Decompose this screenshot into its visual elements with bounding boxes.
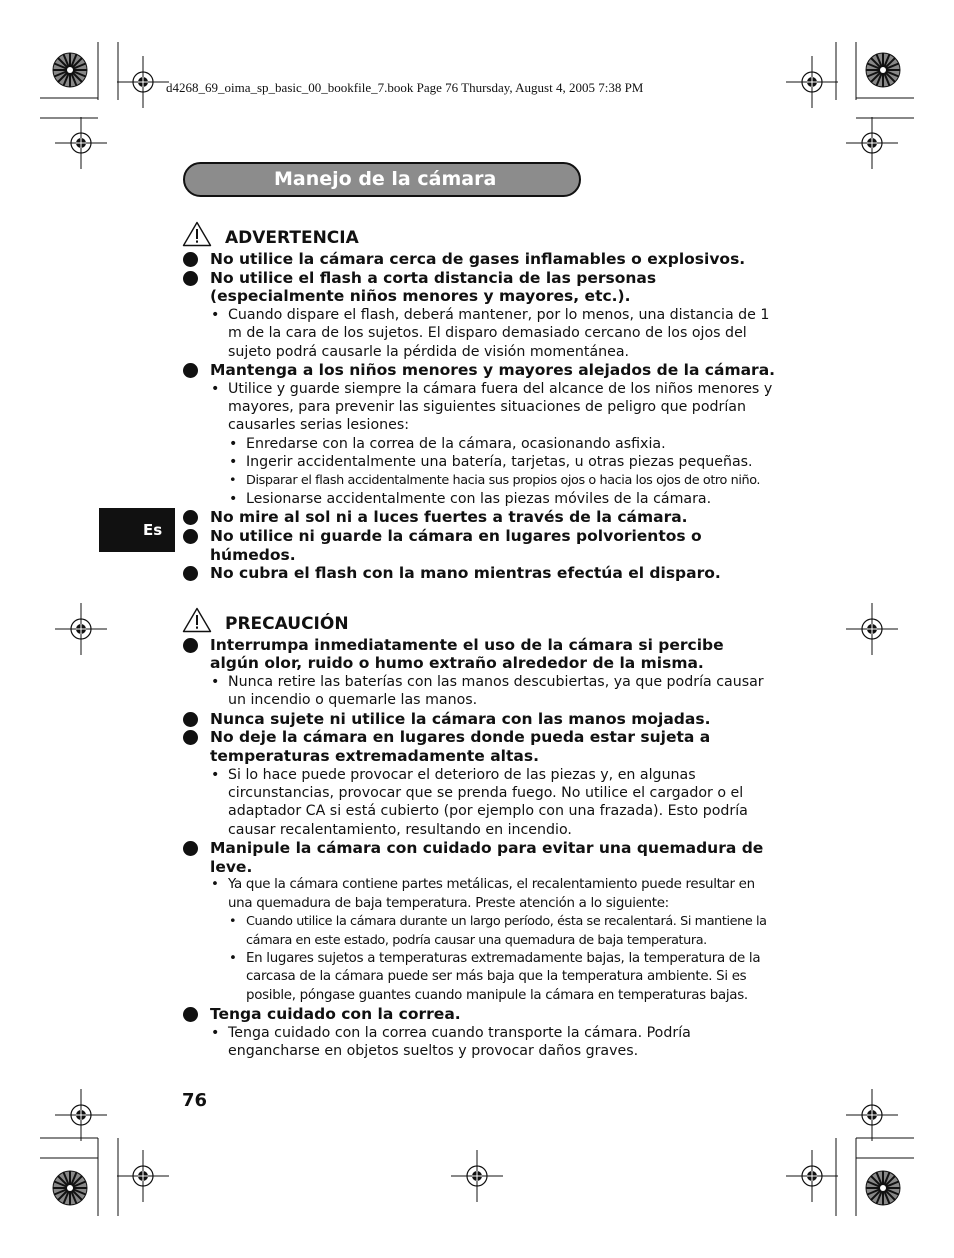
list-item: No cubra el flash con la mano mientras efectúa el disparo. bbox=[181, 564, 777, 583]
bullet-dot-icon bbox=[183, 271, 198, 286]
bullet-dot-icon bbox=[183, 363, 198, 378]
warning-triangle-icon bbox=[182, 221, 212, 247]
bullet-dot-icon bbox=[183, 638, 198, 653]
list-item: Tenga cuidado con la correa. bbox=[181, 1005, 777, 1024]
bullet-dot-icon bbox=[183, 1007, 198, 1022]
list-item: Mantenga a los niños menores y mayores alejados de la cámara. bbox=[181, 361, 777, 380]
bullet-dot-icon bbox=[183, 841, 198, 856]
bullet-dot-icon bbox=[183, 529, 198, 544]
print-header: d4268_69_oima_sp_basic_00_bookfile_7.book Page 76 Thursday, August 4, 2005 7:38 PM bbox=[166, 80, 644, 95]
list-item: No utilice la cámara cerca de gases inflamables o explosivos. bbox=[181, 250, 777, 269]
safety-content bbox=[181, 222, 777, 1061]
language-tab bbox=[99, 508, 175, 552]
bullet-dot-icon bbox=[183, 730, 198, 745]
sub-bullet-item: • Enredarse con la correa de la cámara, ocasionando asfixia. bbox=[229, 435, 666, 452]
sub-bullet-item: • Ingerir accidentalmente una batería, tarjetas, u otras piezas pequeñas. bbox=[229, 454, 753, 471]
bullet-item: • Si lo hace puede provocar el deterioro de las piezas y, en algunas circunstancias, provocar que se prenda fuego. No utilice el cargador o el adaptador CA si está cubierto (por ejemplo con una frazada). Esto podría causar recalentamiento, resultando en incendio. bbox=[211, 766, 748, 838]
list-item: Interrumpa inmediatamente el uso de la cámara si percibe algún olor, ruido o humo extraño alrededor de la misma. bbox=[181, 636, 777, 673]
list-item: No utilice ni guarde la cámara en lugares polvorientos o húmedos. bbox=[181, 527, 777, 564]
language-label: Es bbox=[143, 521, 163, 539]
bullet-item: • Ya que la cámara contiene partes metálicas, el recalentamiento puede resultar en una quemadura de baja temperatura. Preste atención a lo siguiente: bbox=[211, 877, 755, 911]
warning-heading bbox=[181, 224, 777, 250]
sub-bullet-item: • Disparar el flash accidentalmente hacia sus propios ojos o hacia los ojos de otro niño. bbox=[229, 472, 761, 488]
bullet-item: • Nunca retire las baterías con las manos descubiertas, ya que podría causar un incendio o quemarle las manos. bbox=[211, 674, 764, 709]
sub-bullet-item: • Lesionarse accidentalmente con las piezas móviles de la cámara. bbox=[229, 491, 712, 508]
page-title: Manejo de la cámara bbox=[274, 168, 497, 190]
sub-bullet-item: • Cuando utilice la cámara durante un largo período, ésta se recalentará. Si mantiene la cámara en este estado, podría causar una quemadura de baja temperatura. bbox=[229, 914, 767, 948]
page-number: 76 bbox=[182, 1090, 208, 1111]
list-item: No deje la cámara en lugares donde pueda estar sujeta a temperaturas extremadamente altas. bbox=[181, 728, 777, 765]
bullet-dot-icon bbox=[183, 252, 198, 267]
bullet-dot-icon bbox=[183, 566, 198, 581]
list-item: Nunca sujete ni utilice la cámara con las manos mojadas. bbox=[181, 710, 777, 729]
bullet-dot-icon bbox=[183, 510, 198, 525]
section-title-bar bbox=[183, 162, 581, 197]
sub-bullet-item: • En lugares sujetos a temperaturas extremadamente bajas, la temperatura de la carcasa de la cámara puede ser más baja que la temperatura ambiente. Si es posible, póngase guantes cuando manipule la cámara en temperaturas bajas. bbox=[229, 951, 761, 1003]
list-item: No mire al sol ni a luces fuertes a través de la cámara. bbox=[181, 508, 777, 527]
caution-heading bbox=[181, 610, 777, 636]
bullet-item: • Utilice y guarde siempre la cámara fuera del alcance de los niños menores y mayores, para prevenir las siguientes situaciones de peligro que podrían causarles serias lesiones: bbox=[211, 380, 773, 434]
list-item: Manipule la cámara con cuidado para evitar una quemadura de leve. bbox=[181, 839, 777, 876]
bullet-item: • Cuando dispare el flash, deberá mantener, por lo menos, una distancia de 1 m de la cara de los sujetos. El disparo demasiado cercano de los ojos del sujeto podrá causarle la pérdida de visión momentánea. bbox=[211, 306, 770, 360]
caution-title: PRECAUCIÓN bbox=[225, 613, 349, 634]
bullet-dot-icon bbox=[183, 712, 198, 727]
warning-title: ADVERTENCIA bbox=[225, 228, 359, 248]
list-item: No utilice el flash a corta distancia de las personas (especialmente niños menores y mayores, etc.). bbox=[181, 269, 777, 306]
bullet-item: • Tenga cuidado con la correa cuando transporte la cámara. Podría engancharse en objetos sueltos y provocar daños graves. bbox=[211, 1024, 691, 1060]
warning-triangle-icon bbox=[182, 607, 212, 633]
